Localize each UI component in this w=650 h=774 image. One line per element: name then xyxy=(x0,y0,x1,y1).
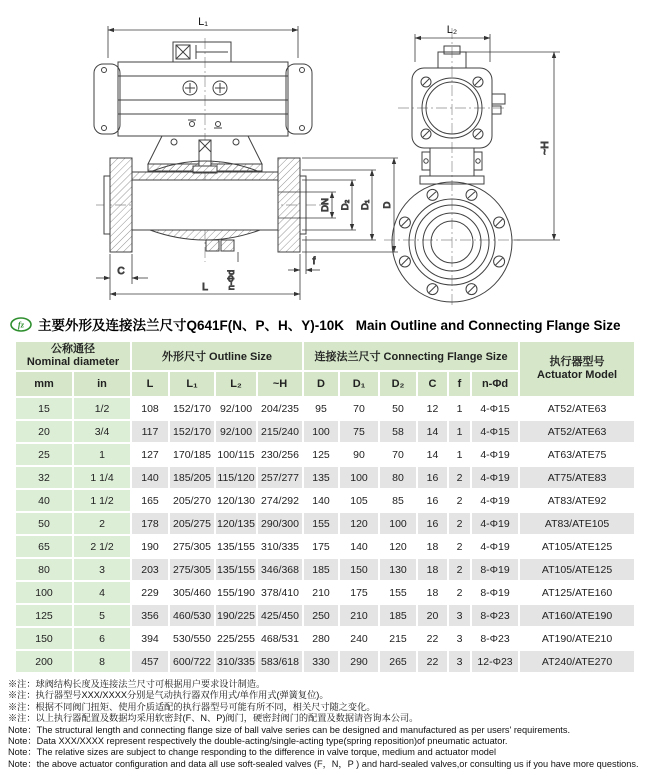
nominal-cell: 80 xyxy=(15,558,73,581)
page-title-zh: 主要外形及连接法兰尺寸Q641F(N、P、H、Y)-10K xyxy=(38,318,345,333)
value-cell: 275/305 xyxy=(169,558,215,581)
value-cell: 290 xyxy=(339,650,379,673)
value-cell: 12-Φ23 xyxy=(471,650,519,673)
value-cell: 1 xyxy=(448,420,471,443)
column-header-n-phi-d: n-Φd xyxy=(471,371,519,397)
value-cell: 4-Φ19 xyxy=(471,489,519,512)
value-cell: 274/292 xyxy=(257,489,303,512)
column-header-f: f xyxy=(448,371,471,397)
header-connecting-flange-size: 连接法兰尺寸 Connecting Flange Size xyxy=(303,341,519,371)
value-cell: 203 xyxy=(131,558,169,581)
value-cell: 127 xyxy=(131,443,169,466)
dim-label-d2: D₂ xyxy=(340,199,351,211)
value-cell: 135 xyxy=(303,466,339,489)
value-cell: 125 xyxy=(303,443,339,466)
note-zh-2: ※注：执行器型号XXX/XXXX分别是气动执行器双作用式/单作用式(弹簧复位)。 xyxy=(8,690,329,701)
table-row xyxy=(15,535,635,558)
value-cell: 120 xyxy=(339,512,379,535)
note-zh-3: ※注：根据不同阀门扭矩、使用介质适配的执行器型号可能有所不同，相关尺寸随之变化。 xyxy=(8,701,376,712)
table-row xyxy=(15,627,635,650)
value-cell: 16 xyxy=(417,466,448,489)
value-cell: 204/235 xyxy=(257,397,303,420)
value-cell: 178 xyxy=(131,512,169,535)
actuator-model-cell: AT125/ATE160 xyxy=(519,581,635,604)
value-cell: 175 xyxy=(303,535,339,558)
value-cell: 305/460 xyxy=(169,581,215,604)
table-row xyxy=(15,604,635,627)
value-cell: 175 xyxy=(339,581,379,604)
column-header-h: ~H xyxy=(257,371,303,397)
value-cell: 530/550 xyxy=(169,627,215,650)
note-en-2: Note：Data XXX/XXXX represent respectively the double-acting/single-acting type(spring reposition)of pneumatic actuator. xyxy=(8,736,508,747)
value-cell: 280 xyxy=(303,627,339,650)
value-cell: 229 xyxy=(131,581,169,604)
valve-body-shape xyxy=(104,158,306,252)
actuator-model-cell: AT52/ATE63 xyxy=(519,420,635,443)
nominal-cell: 2 xyxy=(73,512,131,535)
column-header-l2: L₂ xyxy=(215,371,257,397)
note-zh-4: ※注：以上执行器配置及数据均采用软密封(F、N、P)阀门，硬密封阀门的配置及数据请咨询本公司。 xyxy=(8,713,419,724)
value-cell: 356 xyxy=(131,604,169,627)
table-row xyxy=(15,650,635,673)
value-cell: 140 xyxy=(303,489,339,512)
value-cell: 346/368 xyxy=(257,558,303,581)
value-cell: 135/155 xyxy=(215,535,257,558)
solenoid-valve-shape xyxy=(173,42,231,62)
value-cell: 100/115 xyxy=(215,443,257,466)
dimension-table xyxy=(14,340,636,674)
value-cell: 22 xyxy=(417,650,448,673)
nominal-cell: 3/4 xyxy=(73,420,131,443)
dim-label-l2: L₂ xyxy=(446,24,458,36)
note-en-3: Note：The relative sizes are subject to change responding to the difference in valve torque, medium and actuator model xyxy=(8,747,497,758)
table-header xyxy=(15,341,635,397)
dim-label-d: D xyxy=(382,201,393,209)
value-cell: 310/335 xyxy=(257,535,303,558)
value-cell: 3 xyxy=(448,627,471,650)
actuator-model-cell: AT63/ATE75 xyxy=(519,443,635,466)
value-cell: 115/120 xyxy=(215,466,257,489)
value-cell: 70 xyxy=(379,443,417,466)
nominal-cell: 1 xyxy=(73,443,131,466)
nominal-cell: 1 1/2 xyxy=(73,489,131,512)
value-cell: 240 xyxy=(339,627,379,650)
value-cell: 310/335 xyxy=(215,650,257,673)
value-cell: 18 xyxy=(417,581,448,604)
value-cell: 100 xyxy=(339,466,379,489)
dim-label-d1: D₁ xyxy=(360,199,371,211)
value-cell: 4-Φ19 xyxy=(471,535,519,558)
value-cell: 150 xyxy=(339,558,379,581)
dim-label-c: C xyxy=(117,266,125,277)
value-cell: 185 xyxy=(303,558,339,581)
value-cell: 140 xyxy=(131,466,169,489)
value-cell: 378/410 xyxy=(257,581,303,604)
nominal-cell: 100 xyxy=(15,581,73,604)
value-cell: 16 xyxy=(417,489,448,512)
value-cell: 210 xyxy=(339,604,379,627)
column-header-c: C xyxy=(417,371,448,397)
nominal-cell: 2 1/2 xyxy=(73,535,131,558)
value-cell: 394 xyxy=(131,627,169,650)
value-cell: 215 xyxy=(379,627,417,650)
value-cell: 2 xyxy=(448,512,471,535)
value-cell: 3 xyxy=(448,604,471,627)
nominal-cell: 4 xyxy=(73,581,131,604)
header-outline-size: 外形尺寸 Outline Size xyxy=(131,341,303,371)
value-cell: 92/100 xyxy=(215,420,257,443)
table-row xyxy=(15,558,635,581)
column-header-d: D xyxy=(303,371,339,397)
dim-label-h: ~H xyxy=(539,141,551,155)
value-cell: 18 xyxy=(417,558,448,581)
header-nominal-diameter xyxy=(15,341,131,371)
dim-label-l: L xyxy=(202,281,208,293)
actuator-model-cell: AT190/ATE210 xyxy=(519,627,635,650)
note-en-4: Note：the above actuator configuration and data all use soft-sealed valves (F，N，P ) and hard-sealed valves,or consulting us if you have more questions. xyxy=(8,758,639,769)
table-row xyxy=(15,420,635,443)
table-row xyxy=(15,581,635,604)
value-cell: 58 xyxy=(379,420,417,443)
nominal-cell: 3 xyxy=(73,558,131,581)
header-nominal-en: Nominal diameter xyxy=(26,356,120,368)
column-header-d1: D₁ xyxy=(339,371,379,397)
column-header-in: in xyxy=(73,371,131,397)
value-cell: 135/155 xyxy=(215,558,257,581)
value-cell: 155 xyxy=(303,512,339,535)
value-cell: 50 xyxy=(379,397,417,420)
nominal-cell: 5 xyxy=(73,604,131,627)
actuator-model-cell: AT52/ATE63 xyxy=(519,397,635,420)
value-cell: 18 xyxy=(417,535,448,558)
header-actuator-model xyxy=(519,341,635,397)
value-cell: 2 xyxy=(448,558,471,581)
nominal-cell: 200 xyxy=(15,650,73,673)
value-cell: 468/531 xyxy=(257,627,303,650)
value-cell: 205/275 xyxy=(169,512,215,535)
header-nominal-zh: 公称通径 xyxy=(51,343,95,355)
header-actuator-en: Actuator Model xyxy=(537,369,618,381)
value-cell: 210 xyxy=(303,581,339,604)
value-cell: 100 xyxy=(303,420,339,443)
actuator-model-cell: AT75/ATE83 xyxy=(519,466,635,489)
brand-logo-icon xyxy=(10,317,32,332)
value-cell: 155/190 xyxy=(215,581,257,604)
value-cell: 108 xyxy=(131,397,169,420)
value-cell: 100 xyxy=(379,512,417,535)
value-cell: 205/270 xyxy=(169,489,215,512)
footnotes xyxy=(8,679,650,770)
value-cell: 165 xyxy=(131,489,169,512)
actuator-model-cell: AT83/ATE105 xyxy=(519,512,635,535)
dim-label-dn: DN xyxy=(320,198,331,212)
column-header-l: L xyxy=(131,371,169,397)
value-cell: 2 xyxy=(448,535,471,558)
dim-label-bolts: n-Φd xyxy=(226,269,236,291)
value-cell: 250 xyxy=(303,604,339,627)
nominal-cell: 1 1/4 xyxy=(73,466,131,489)
value-cell: 3 xyxy=(448,650,471,673)
actuator-model-cell: AT83/ATE92 xyxy=(519,489,635,512)
value-cell: 8-Φ23 xyxy=(471,604,519,627)
actuator-model-cell: AT160/ATE190 xyxy=(519,604,635,627)
value-cell: 80 xyxy=(379,466,417,489)
value-cell: 290/300 xyxy=(257,512,303,535)
nominal-cell: 65 xyxy=(15,535,73,558)
front-view-drawing xyxy=(94,16,398,300)
actuator-body-shape xyxy=(94,62,312,136)
valve-outline-drawing xyxy=(0,0,650,312)
actuator-model-cell: AT105/ATE125 xyxy=(519,535,635,558)
value-cell: 70 xyxy=(339,397,379,420)
dim-label-l1: L₁ xyxy=(198,16,208,28)
page-title xyxy=(38,314,621,334)
nominal-cell: 150 xyxy=(15,627,73,650)
value-cell: 90 xyxy=(339,443,379,466)
column-header-mm: mm xyxy=(15,371,73,397)
note-en-1: Note：The structural length and connecting flange size of ball valve series can be designed and manufactured as per users' requirements. xyxy=(8,724,571,735)
value-cell: 1 xyxy=(448,443,471,466)
note-zh-1: ※注：球阀结构长度及连接法兰尺寸可根据用户要求设计制造。 xyxy=(8,679,266,689)
column-header-l1: L₁ xyxy=(169,371,215,397)
value-cell: 152/170 xyxy=(169,397,215,420)
value-cell: 12 xyxy=(417,397,448,420)
value-cell: 583/618 xyxy=(257,650,303,673)
value-cell: 460/530 xyxy=(169,604,215,627)
value-cell: 16 xyxy=(417,512,448,535)
nominal-cell: 15 xyxy=(15,397,73,420)
nominal-cell: 32 xyxy=(15,466,73,489)
value-cell: 120 xyxy=(379,535,417,558)
side-view-drawing xyxy=(384,24,560,308)
value-cell: 225/255 xyxy=(215,627,257,650)
dim-l2 xyxy=(415,34,490,62)
actuator-end-shape xyxy=(412,46,505,148)
value-cell: 4-Φ19 xyxy=(471,512,519,535)
value-cell: 152/170 xyxy=(169,420,215,443)
value-cell: 2 xyxy=(448,581,471,604)
nominal-cell: 50 xyxy=(15,512,73,535)
nominal-cell: 6 xyxy=(73,627,131,650)
value-cell: 92/100 xyxy=(215,397,257,420)
value-cell: 140 xyxy=(339,535,379,558)
value-cell: 14 xyxy=(417,420,448,443)
value-cell: 130 xyxy=(379,558,417,581)
value-cell: 155 xyxy=(379,581,417,604)
value-cell: 330 xyxy=(303,650,339,673)
value-cell: 14 xyxy=(417,443,448,466)
nominal-cell: 8 xyxy=(73,650,131,673)
value-cell: 8-Φ23 xyxy=(471,627,519,650)
value-cell: 457 xyxy=(131,650,169,673)
value-cell: 4-Φ15 xyxy=(471,397,519,420)
value-cell: 2 xyxy=(448,466,471,489)
value-cell: 275/305 xyxy=(169,535,215,558)
nominal-cell: 1/2 xyxy=(73,397,131,420)
value-cell: 4-Φ15 xyxy=(471,420,519,443)
nominal-cell: 40 xyxy=(15,489,73,512)
value-cell: 2 xyxy=(448,489,471,512)
actuator-model-cell: AT240/ATE270 xyxy=(519,650,635,673)
nominal-cell: 125 xyxy=(15,604,73,627)
value-cell: 257/277 xyxy=(257,466,303,489)
table-row xyxy=(15,489,635,512)
value-cell: 120/135 xyxy=(215,512,257,535)
value-cell: 117 xyxy=(131,420,169,443)
value-cell: 120/130 xyxy=(215,489,257,512)
value-cell: 230/256 xyxy=(257,443,303,466)
value-cell: 20 xyxy=(417,604,448,627)
nominal-cell: 25 xyxy=(15,443,73,466)
svg-text:fz: fz xyxy=(17,319,25,329)
table-body xyxy=(15,397,635,673)
value-cell: 185/205 xyxy=(169,466,215,489)
value-cell: 22 xyxy=(417,627,448,650)
value-cell: 75 xyxy=(339,420,379,443)
header-actuator-zh: 执行器型号 xyxy=(549,356,605,368)
section-title-bar xyxy=(0,312,650,338)
value-cell: 105 xyxy=(339,489,379,512)
value-cell: 1 xyxy=(448,397,471,420)
actuator-model-cell: AT105/ATE125 xyxy=(519,558,635,581)
value-cell: 215/240 xyxy=(257,420,303,443)
value-cell: 4-Φ19 xyxy=(471,443,519,466)
value-cell: 265 xyxy=(379,650,417,673)
value-cell: 425/450 xyxy=(257,604,303,627)
page-title-en: Main Outline and Connecting Flange Size xyxy=(355,318,621,333)
table-row xyxy=(15,443,635,466)
value-cell: 95 xyxy=(303,397,339,420)
value-cell: 600/722 xyxy=(169,650,215,673)
value-cell: 190 xyxy=(131,535,169,558)
value-cell: 8-Φ19 xyxy=(471,558,519,581)
dim-label-f: f xyxy=(312,256,316,267)
value-cell: 4-Φ19 xyxy=(471,466,519,489)
value-cell: 85 xyxy=(379,489,417,512)
value-cell: 185 xyxy=(379,604,417,627)
table-row xyxy=(15,512,635,535)
value-cell: 190/225 xyxy=(215,604,257,627)
value-cell: 8-Φ19 xyxy=(471,581,519,604)
value-cell: 170/185 xyxy=(169,443,215,466)
nominal-cell: 20 xyxy=(15,420,73,443)
table-row xyxy=(15,397,635,420)
table-row xyxy=(15,466,635,489)
column-header-d2: D₂ xyxy=(379,371,417,397)
